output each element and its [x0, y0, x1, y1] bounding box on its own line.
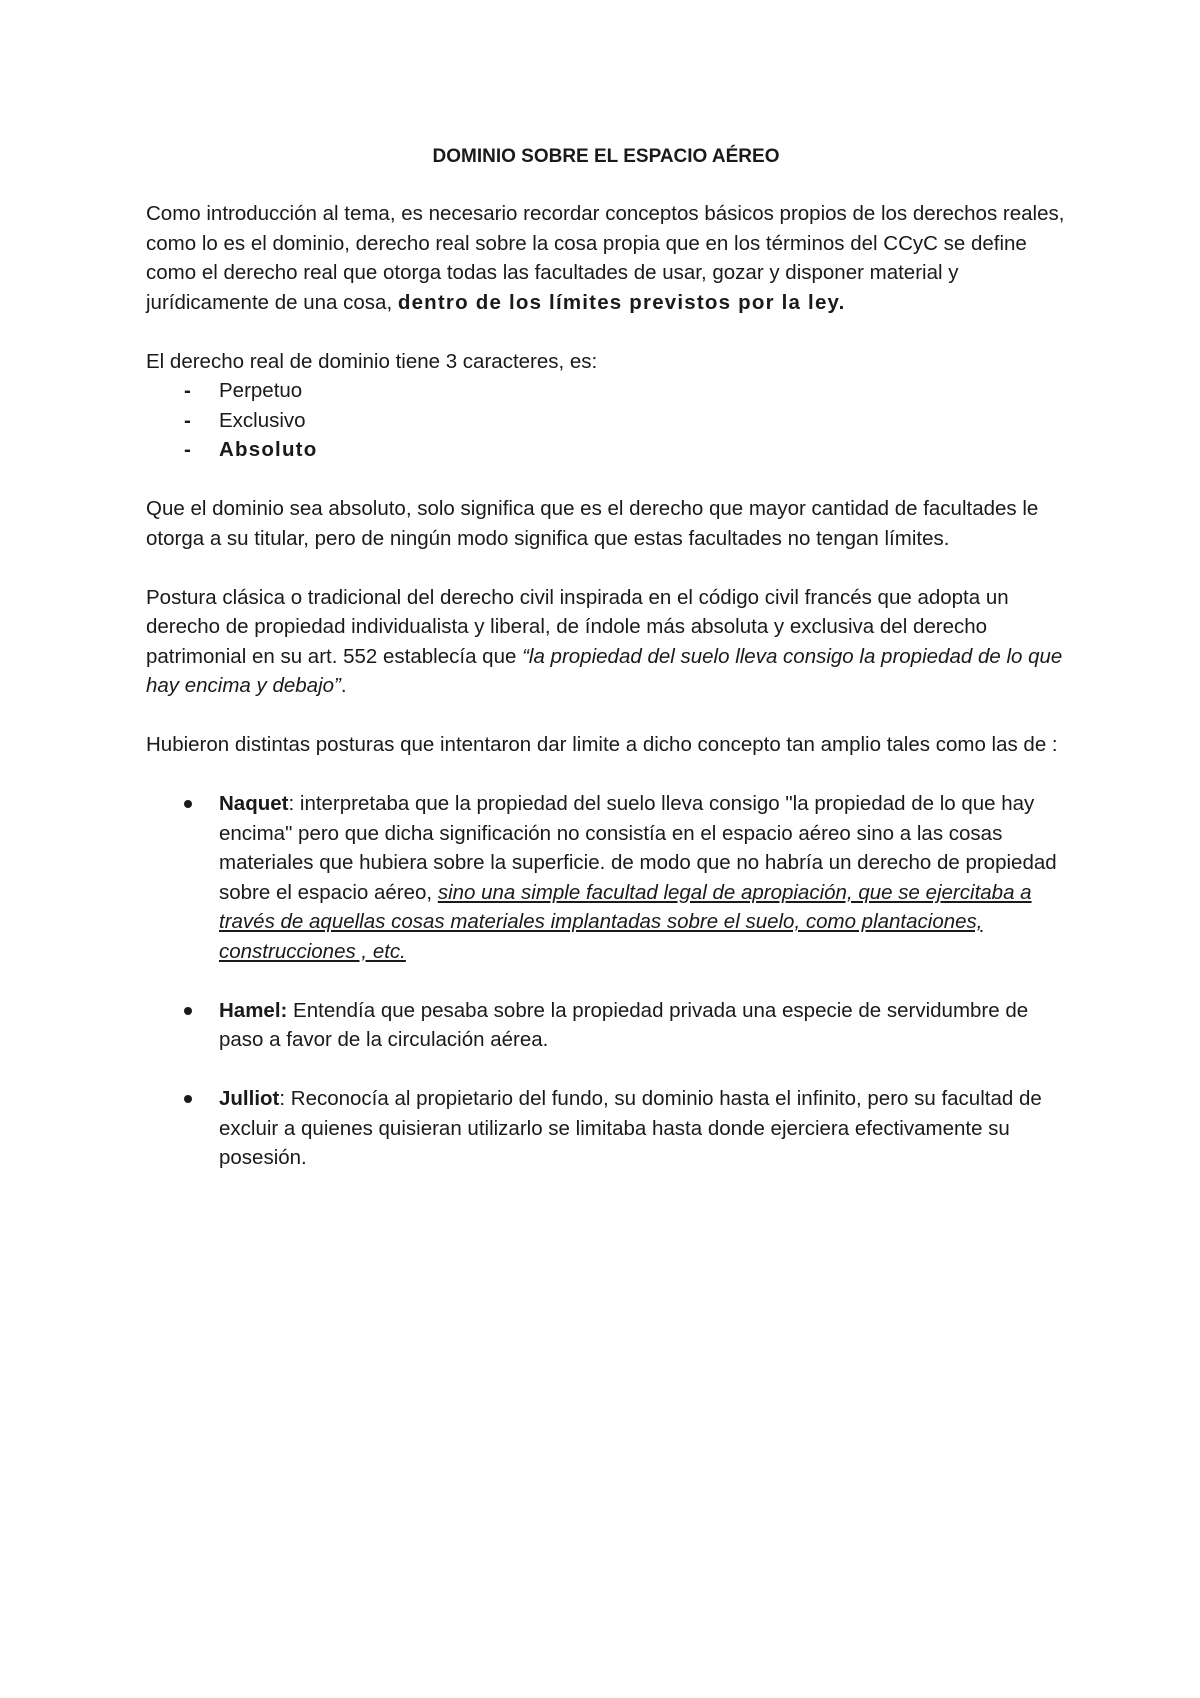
bullet-icon — [184, 800, 192, 808]
authors-list — [146, 789, 1066, 1173]
intro-paragraph — [146, 199, 1066, 317]
author-separator: : — [288, 792, 295, 815]
list-item — [146, 996, 1066, 1055]
author-emphasis: sino una simple facultad legal de apropiación, que se ejercitaba a través de aquellas cosas materiales implantadas sobre el suelo, como plantaciones, construcciones , etc. — [219, 880, 1032, 963]
list-item — [146, 376, 1066, 406]
dash-marker: - — [184, 408, 191, 432]
list-item-label: Perpetuo — [219, 379, 303, 402]
postura-quote: “la propiedad del suelo lleva consigo la propiedad de lo que hay encima y debajo” — [146, 644, 1063, 697]
postura-text: Postura clásica o tradicional del derecho civil inspirada en el código civil francés que adopta un derecho de propiedad individualista y liberal, de índole más absoluta y exclusiva del derecho patrimonial en su art. 552 establecía que — [146, 585, 1009, 668]
list-item — [146, 435, 1066, 465]
author-name: Julliot — [219, 1087, 280, 1110]
dash-marker: - — [184, 438, 191, 461]
author-separator: : — [279, 1087, 286, 1110]
list-item-label: Exclusivo — [219, 408, 306, 432]
document-title: DOMINIO SOBRE EL ESPACIO AÉREO — [432, 146, 780, 167]
document-body — [146, 142, 1066, 1202]
author-text: Entendía que pesaba sobre la propiedad privada una especie de servidumbre de paso a favor de la circulación aérea. — [219, 998, 1029, 1051]
list-item — [146, 1084, 1066, 1173]
author-name: Naquet — [219, 792, 289, 815]
intro-bold-tail: dentro de los límites previstos por la ley. — [397, 290, 846, 314]
caracteres-list — [146, 376, 1066, 465]
intro-text: Como introducción al tema, es necesario recordar conceptos básicos propios de los derechos reales, como lo es el dominio, derecho real sobre la cosa propia que en los términos del CCyC se define como el derecho real que otorga todas las facultades de usar, gozar y disponer material y jurídicamente de una cosa, — [146, 202, 1065, 314]
list-item — [146, 406, 1066, 436]
bullet-icon — [184, 1007, 192, 1015]
hubieron-paragraph: Hubieron distintas posturas que intentaron dar limite a dicho concepto tan amplio tales como las de : — [146, 733, 1058, 756]
author-text: Reconocía al propietario del fundo, su dominio hasta el infinito, pero su facultad de excluir a quienes quisieran utilizarlo se limitaba hasta donde ejerciera efectivamente su posesión. — [219, 1087, 1042, 1169]
postura-end: . — [340, 674, 347, 697]
absoluto-paragraph: Que el dominio sea absoluto, solo significa que es el derecho que mayor cantidad de facultades le otorga a su titular, pero de ningún modo significa que estas facultades no tengan límites. — [146, 497, 1039, 550]
list-item — [146, 789, 1066, 966]
dash-marker: - — [184, 379, 191, 402]
caracteres-lead: El derecho real de dominio tiene 3 caracteres, es: — [146, 349, 598, 373]
author-name: Hamel: — [219, 998, 288, 1022]
list-item-label: Absoluto — [219, 438, 318, 461]
postura-paragraph — [146, 583, 1066, 701]
author-text: interpretaba que la propiedad del suelo lleva consigo "la propiedad de lo que hay encima" pero que dicha significación no consistía en el espacio aéreo sino a las cosas materiales que hubiera sobre la superficie. de modo que no habría un derecho de propiedad sobre el espacio aéreo, — [219, 792, 1057, 904]
bullet-icon — [184, 1095, 192, 1103]
